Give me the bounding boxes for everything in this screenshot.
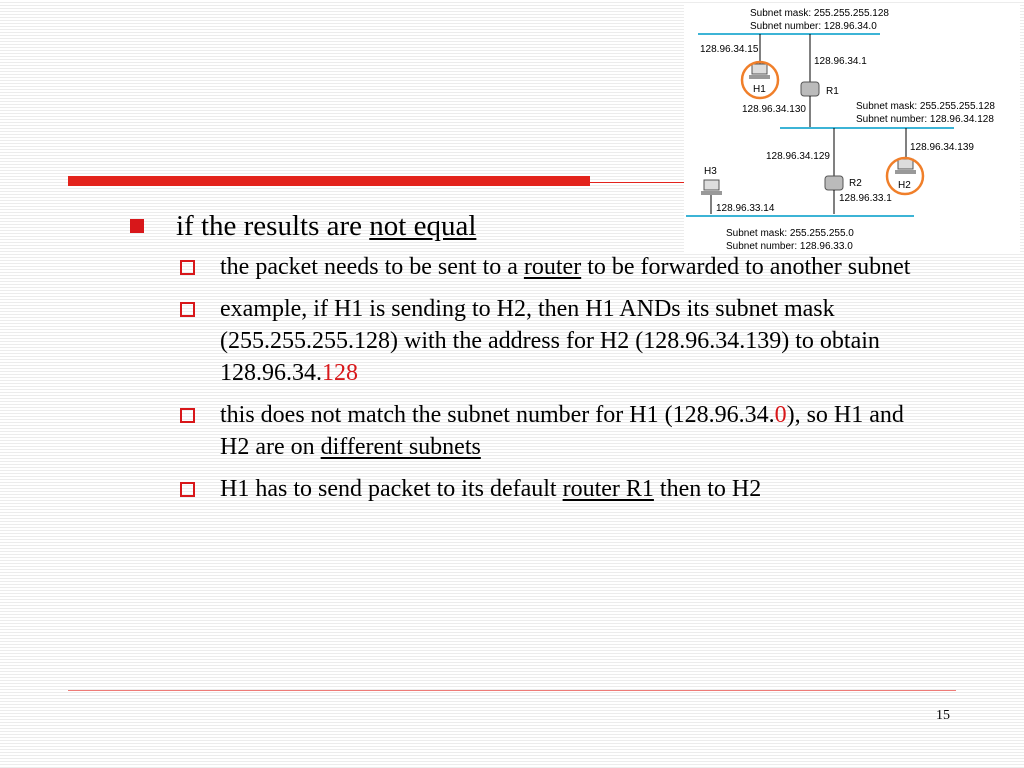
hollow-square-bullet-icon [180, 302, 195, 317]
mid-subnet-number: Subnet number: 128.96.34.128 [856, 114, 994, 125]
sub-bullet-1-post: to be forwarded to another subnet [581, 254, 911, 280]
title-accent-bar [68, 176, 590, 186]
h3-ip: 128.96.33.14 [716, 203, 775, 214]
sub-bullet-1 [178, 251, 920, 283]
hollow-square-bullet-icon [180, 408, 195, 423]
sub-bullet-3-pre: this does not match the subnet number for H1 (128.96.34. [220, 402, 775, 428]
hollow-square-bullet-icon [180, 260, 195, 275]
sub-bullet-3-mid: ), so H1 and H2 are on [220, 402, 904, 460]
sub-bullet-4-post: then to H2 [653, 476, 762, 502]
sub-bullet-3-red: 0 [774, 402, 787, 428]
slide-content [128, 206, 968, 505]
r2-bottom-ip: 128.96.33.1 [839, 193, 892, 204]
h1-ip: 128.96.34.15 [700, 44, 759, 55]
sub-bullet-2-red: 128 [322, 360, 358, 386]
r1-bottom-ip: 128.96.34.130 [742, 104, 806, 115]
sub-bullet-4-underlined: router R1 [562, 476, 654, 502]
top-subnet-mask: Subnet mask: 255.255.255.128 [750, 8, 889, 19]
main-bullet [128, 206, 968, 246]
page-number: 15 [936, 708, 950, 723]
main-bullet-underlined: not equal [369, 210, 477, 242]
bottom-subnet-number: Subnet number: 128.96.33.0 [726, 241, 853, 252]
bottom-subnet-mask: Subnet mask: 255.255.255.0 [726, 228, 854, 239]
sub-bullet-4-pre: H1 has to send packet to its default [220, 476, 563, 502]
h3-computer-icon [701, 180, 722, 195]
sub-bullet-1-pre: the packet needs to be sent to a [220, 254, 524, 280]
h1-label: H1 [753, 84, 766, 95]
sub-bullet-1-underlined: router [523, 254, 582, 280]
r1-top-ip: 128.96.34.1 [814, 56, 867, 67]
sub-bullet-3 [178, 399, 920, 463]
r1-label: R1 [826, 86, 839, 97]
h2-ip: 128.96.34.139 [910, 142, 974, 153]
h1-computer-icon [749, 64, 770, 79]
h2-label: H2 [898, 180, 911, 191]
square-bullet-icon [130, 219, 144, 233]
r2-top-ip: 128.96.34.129 [766, 151, 830, 162]
sub-bullet-2 [178, 293, 920, 389]
sub-bullet-3-underlined: different subnets [320, 434, 481, 460]
r1-router-icon [801, 82, 819, 96]
top-subnet-number: Subnet number: 128.96.34.0 [750, 21, 877, 32]
r2-router-icon [825, 176, 843, 190]
main-bullet-text: if the results are [176, 210, 370, 242]
h3-label: H3 [704, 166, 717, 177]
footer-divider [68, 690, 956, 691]
sub-bullet-2-pre: example, if H1 is sending to H2, then H1 ANDs its subnet mask (255.255.255.128) with the address for H2 (128.96.34.139) to obtain 128.96.34. [220, 296, 880, 386]
h2-computer-icon [895, 159, 916, 174]
hollow-square-bullet-icon [180, 482, 195, 497]
sub-bullet-4 [178, 473, 920, 505]
r2-label: R2 [849, 178, 862, 189]
mid-subnet-mask: Subnet mask: 255.255.255.128 [856, 101, 995, 112]
